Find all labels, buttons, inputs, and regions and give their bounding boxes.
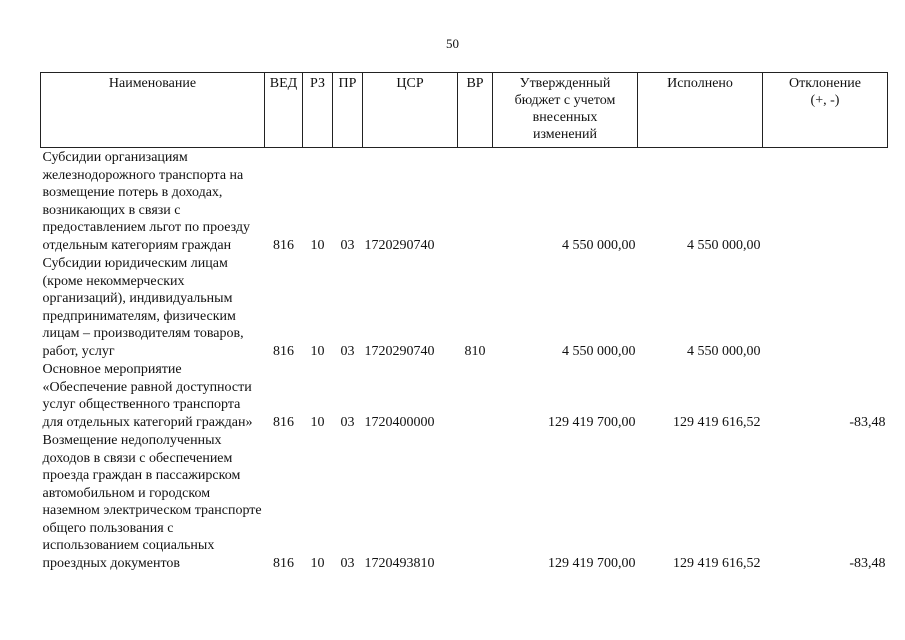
table-header-row (41, 73, 888, 148)
row-vr (458, 360, 493, 431)
row-csr: 1720290740 (364, 237, 435, 253)
row-name (41, 148, 265, 255)
header-rz: РЗ (303, 73, 333, 148)
row-name (41, 431, 265, 572)
header-csr: ЦСР (363, 73, 458, 148)
row-deviation (763, 148, 888, 255)
header-pr: ПР (333, 73, 363, 148)
budget-table (40, 72, 888, 572)
row-pr: 03 (340, 343, 355, 359)
row-executed: 4 550 000,00 (687, 343, 761, 359)
row-rz: 10 (310, 343, 325, 359)
row-name-text: Субсидии юридическим лицам (кроме некоммерческих организаций), индивидуальным предпринимателям, физическим лицам – производителям товаров, работ, услуг (42, 256, 244, 359)
row-executed: 4 550 000,00 (687, 237, 761, 253)
row-vr: 810 (464, 343, 486, 359)
row-approved: 129 419 700,00 (548, 414, 636, 430)
row-name-text: Субсидии организациям железнодорожного транспорта на возмещение потерь в доходах, возникающих в связи с предоставлением льгот по проезду отдельным категориям граждан (42, 150, 251, 253)
header-executed: Исполнено (638, 73, 763, 148)
row-ved: 816 (273, 237, 294, 253)
row-rz: 10 (310, 414, 325, 430)
table-row (41, 431, 888, 572)
row-approved: 129 419 700,00 (548, 555, 636, 571)
row-ved: 816 (273, 343, 294, 359)
row-ved: 816 (273, 414, 294, 430)
header-deviation: Отклонение (+, -) (763, 73, 888, 148)
table-row (41, 360, 888, 431)
header-ved: ВЕД (265, 73, 303, 148)
row-pr: 03 (340, 237, 355, 253)
row-executed: 129 419 616,52 (673, 414, 761, 430)
table-row (41, 254, 888, 360)
row-deviation: -83,48 (849, 414, 886, 430)
row-deviation: -83,48 (849, 555, 886, 571)
row-pr: 03 (340, 555, 355, 571)
header-vr: ВР (458, 73, 493, 148)
row-rz: 10 (310, 555, 325, 571)
page-number: 50 (446, 36, 459, 51)
row-csr: 1720493810 (364, 555, 435, 571)
row-pr: 03 (340, 414, 355, 430)
row-executed: 129 419 616,52 (673, 555, 761, 571)
row-rz: 10 (310, 237, 325, 253)
row-approved: 4 550 000,00 (562, 343, 636, 359)
row-vr (458, 148, 493, 255)
row-name-text: Основное мероприятие «Обеспечение равной доступности услуг общественного транспорта для отдельных категорий граждан» (42, 362, 253, 430)
row-vr (458, 431, 493, 572)
row-deviation (763, 254, 888, 360)
row-csr: 1720290740 (364, 343, 435, 359)
row-name (41, 254, 265, 360)
row-name (41, 360, 265, 431)
row-name-text: Возмещение недополученных доходов в связи с обеспечением проезда граждан в пассажирском автомобильном и городском наземном электрическом транспорте общего пользования с использованием социальных проездных документов (42, 433, 262, 571)
row-csr: 1720400000 (364, 414, 435, 430)
table-row (41, 148, 888, 255)
row-ved: 816 (273, 555, 294, 571)
header-approved: Утвержденный бюджет с учетом внесенных изменений (493, 73, 638, 148)
row-approved: 4 550 000,00 (562, 237, 636, 253)
header-name: Наименование (41, 73, 265, 148)
